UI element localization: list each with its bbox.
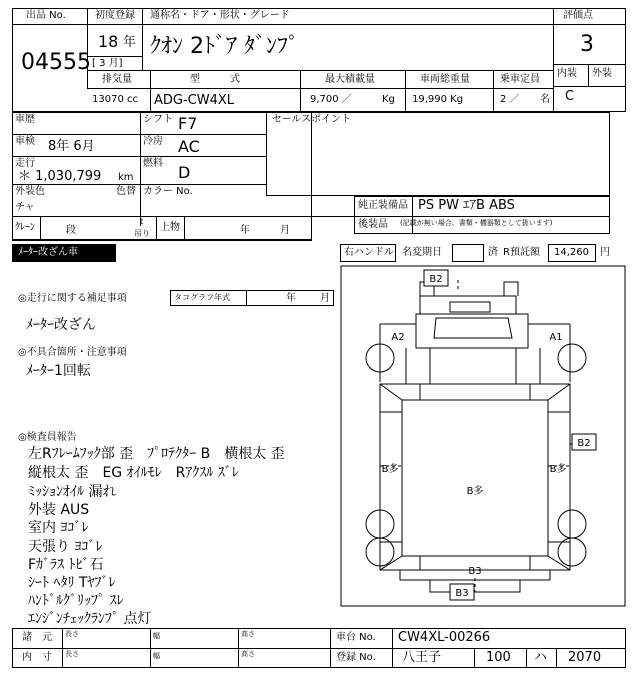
type-value: ADG-CW4XL (154, 93, 235, 108)
loading-label: 上物 (160, 222, 180, 233)
damage-mark-rear: B3 (468, 566, 482, 577)
defect-note: ﾒｰﾀｰ1回転 (26, 363, 91, 379)
height-label-inner: 高さ (241, 650, 255, 658)
capacity-unit: 名 (540, 94, 550, 105)
mileage-value: ＊ 1,030,799 (18, 169, 102, 184)
sales-point-label: セールスポイント (272, 114, 352, 125)
name-change-label: 名変期日 (402, 247, 442, 258)
capacity-value: 2 ／ (500, 94, 520, 105)
recycle-prefix: 済 (488, 247, 498, 258)
recycle-unit: 円 (600, 247, 610, 258)
color-value: チャ (15, 202, 35, 213)
registration-class: 100 (486, 650, 511, 665)
recycle-label: R預託額 (503, 247, 540, 258)
registration-year-unit: 年 (123, 35, 137, 50)
registration-month: [ 3 月] (92, 58, 123, 69)
chassis-label: 車台 No. (336, 632, 376, 643)
crane-ton-unit: t (140, 217, 144, 226)
gross-weight-label: 車両総重量 (420, 74, 470, 85)
displacement-label: 排気量 (102, 74, 132, 85)
tacho-year-unit: 年 (286, 293, 296, 304)
damage-mark-left-front: A2 (391, 332, 405, 343)
recycle-value: 14,260 (554, 247, 589, 258)
equipment-label: 純正装備品 (358, 200, 408, 211)
report-line: 天張り ﾖｺﾞﾚ (28, 539, 103, 555)
report-line: ｴﾝｼﾞﾝﾁｪｯｸﾗﾝﾌﾟ 点灯 (28, 611, 152, 627)
registration-number: 2070 (568, 650, 602, 665)
exterior-grade: C (565, 89, 575, 104)
damage-mark-right-body: B多 (549, 464, 567, 475)
length-label-inner: 長さ (65, 650, 79, 658)
report-line: 外装 AUS (28, 502, 90, 518)
height-label: 高さ (241, 630, 255, 638)
report-line: ﾐｯｼｮﾝｵｲﾙ 漏れ (28, 484, 117, 500)
damage-mark-right-side: B2 (577, 438, 591, 449)
equipment-value: PS PW ｴｱB ABS (418, 198, 515, 213)
lot-number: 04555 (21, 50, 91, 75)
fuel-label: 燃料 (143, 158, 163, 169)
rating-label: 評価点 (563, 10, 593, 21)
report-line: 室内 ﾖｺﾞﾚ (28, 520, 89, 536)
type-label: 型 式 (190, 74, 240, 85)
color-number-label: カラー No. (143, 186, 193, 197)
width-label: 幅 (153, 632, 160, 640)
exterior-grade-label: 外装 (592, 68, 612, 79)
registration-region: 八王子 (402, 650, 442, 665)
shift-label: シフト (143, 114, 173, 125)
loading-year-unit: 年 (240, 225, 250, 236)
report-line: ﾊﾝﾄﾞﾙｸﾞﾘｯﾌﾟ ｽﾚ (28, 593, 124, 609)
aftermarket-label: 後装品 (358, 219, 388, 230)
color-label: 外装色 (15, 186, 45, 197)
fuel-value: D (178, 163, 191, 182)
width-label-inner: 幅 (153, 652, 160, 660)
registration-year: 18 (98, 32, 119, 51)
model-label: 通称名・ドア・形状・グレード (150, 10, 290, 21)
crane-hoist-unit: 吊り (134, 229, 150, 238)
tacho-month-unit: 月 (320, 293, 330, 304)
displacement-value: 13070 cc (92, 94, 138, 105)
report-line: ｼｰﾄ ﾍﾀﾘ Tﾔﾌﾞﾚ (28, 575, 116, 591)
inspection-value: 8年 6月 (48, 139, 95, 154)
ac-value: AC (178, 137, 200, 156)
tacho-label: タコグラフ年式 (174, 293, 230, 302)
driving-heading: ◎走行に関する補足事項 (18, 293, 127, 304)
max-load-unit: Kg (382, 94, 395, 105)
interior-grade-label: 内装 (557, 68, 577, 79)
max-load-label: 最大積載量 (325, 74, 375, 85)
rating-value: 3 (580, 32, 594, 57)
warning-banner-text: ﾒｰﾀｰ改ざん車 (18, 247, 78, 258)
defect-heading: ◎不具合箇所・注意事項 (18, 347, 127, 358)
chassis-value: CW4XL-00266 (398, 630, 491, 645)
rhd-label: 右ハンドル (344, 247, 394, 258)
mileage-label: 走行 (15, 158, 35, 169)
report-line: Fｶﾞﾗｽ ﾄﾋﾞ石 (28, 557, 104, 573)
lot-label: 出品 No. (26, 10, 66, 21)
report-line: 縦根太 歪 EG ｵｲﾙﾓﾚ Rｱｸｽﾙ ｽﾞﾚ (28, 465, 239, 481)
vehicle-condition-diagram (340, 262, 626, 608)
loading-month-unit: 月 (280, 225, 290, 236)
interior-dims-label: 内 寸 (22, 652, 52, 663)
color-change-label: 色替 (116, 186, 136, 197)
damage-mark-front: B2 (429, 274, 443, 285)
damage-mark-left-body: B多 (381, 464, 399, 475)
shift-value: F7 (178, 114, 198, 133)
aftermarket-note: (記載が無い場合、書類・機器類として扱います) (400, 219, 553, 227)
max-load-value: 9,700 ／ (310, 94, 352, 105)
history-label: 車歴 (15, 114, 35, 125)
damage-mark-right-front: A1 (549, 332, 563, 343)
mileage-unit: km (118, 172, 134, 183)
inspector-heading: ◎検査員報告 (18, 432, 77, 443)
gross-weight-value: 19,990 Kg (412, 94, 464, 105)
crane-label: ｸﾚｰﾝ (15, 222, 35, 233)
warning-banner (12, 244, 116, 262)
name-change-box (452, 244, 484, 262)
registration-kana: ハ (534, 650, 548, 665)
specs-label: 諸 元 (22, 632, 52, 643)
driving-note: ﾒｰﾀｰ改ざん (26, 317, 96, 333)
length-label: 長さ (65, 630, 79, 638)
registration-label: 登録 No. (336, 652, 376, 663)
ac-label: 冷房 (143, 136, 163, 147)
capacity-label: 乗車定員 (500, 74, 540, 85)
damage-mark-deck: B多 (466, 486, 484, 497)
inspection-label: 車検 (15, 136, 35, 147)
damage-mark-rear-bumper: B3 (455, 588, 469, 599)
crane-stage-unit: 段 (66, 225, 76, 236)
model-name: ｸｵﾝ 2ﾄﾞｱ ﾀﾞﾝﾌﾟ (150, 34, 299, 59)
report-line: 左Rﾌﾚｰﾑﾌｯｸ部 歪 ﾌﾟﾛﾃｸﾀｰ B 横根太 歪 (28, 446, 285, 462)
first-registration-label: 初度登録 (95, 10, 135, 21)
